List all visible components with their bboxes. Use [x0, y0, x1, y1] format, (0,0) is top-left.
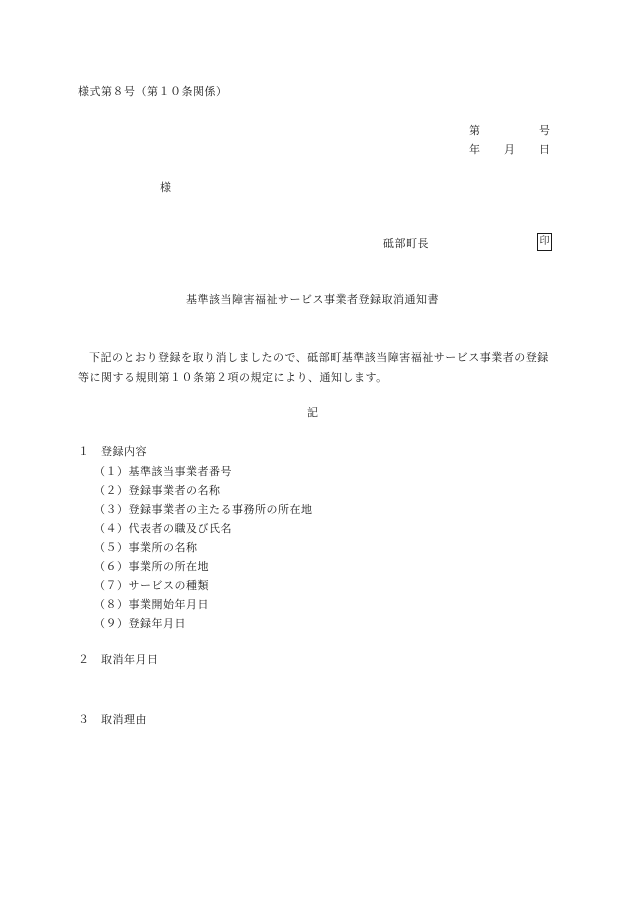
seal-stamp: 印	[537, 233, 552, 251]
document-number-suffix: 号	[539, 124, 551, 137]
document-title: 基準該当障害福祉サービス事業者登録取消通知書	[186, 293, 439, 306]
date-year-label: 年	[469, 143, 481, 156]
list-item: （６）事業所の所在地	[94, 560, 209, 573]
body-paragraph: 下記のとおり登録を取り消しましたので、砥部町基準該当障害福祉サービス事業者の登録等に関する規則第１０条第２項の規定により、通知します。	[78, 351, 549, 384]
list-item: （４）代表者の職及び氏名	[94, 522, 232, 535]
date-month-label: 月	[504, 143, 516, 156]
addressee-suffix: 様	[160, 181, 172, 194]
section-1-heading: １ 登録内容	[78, 445, 147, 458]
list-item: （８）事業開始年月日	[94, 598, 209, 611]
section-2-heading: ２ 取消年月日	[78, 653, 159, 666]
ki-heading: 記	[307, 406, 319, 419]
list-item: （７）サービスの種類	[94, 579, 209, 592]
registration-items-list	[94, 462, 313, 633]
list-item: （９）登録年月日	[94, 617, 186, 630]
list-item: （２）登録事業者の名称	[94, 484, 221, 497]
issuer-name: 砥部町長	[383, 237, 429, 250]
form-number: 様式第８号（第１０条関係）	[78, 85, 228, 98]
section-3-heading: ３ 取消理由	[78, 713, 147, 726]
list-item: （５）事業所の名称	[94, 541, 198, 554]
document-number-label: 第	[469, 124, 481, 137]
date-day-label: 日	[539, 143, 551, 156]
list-item: （３）登録事業者の主たる事務所の所在地	[94, 503, 313, 516]
list-item: （１）基準該当事業者番号	[94, 465, 232, 478]
